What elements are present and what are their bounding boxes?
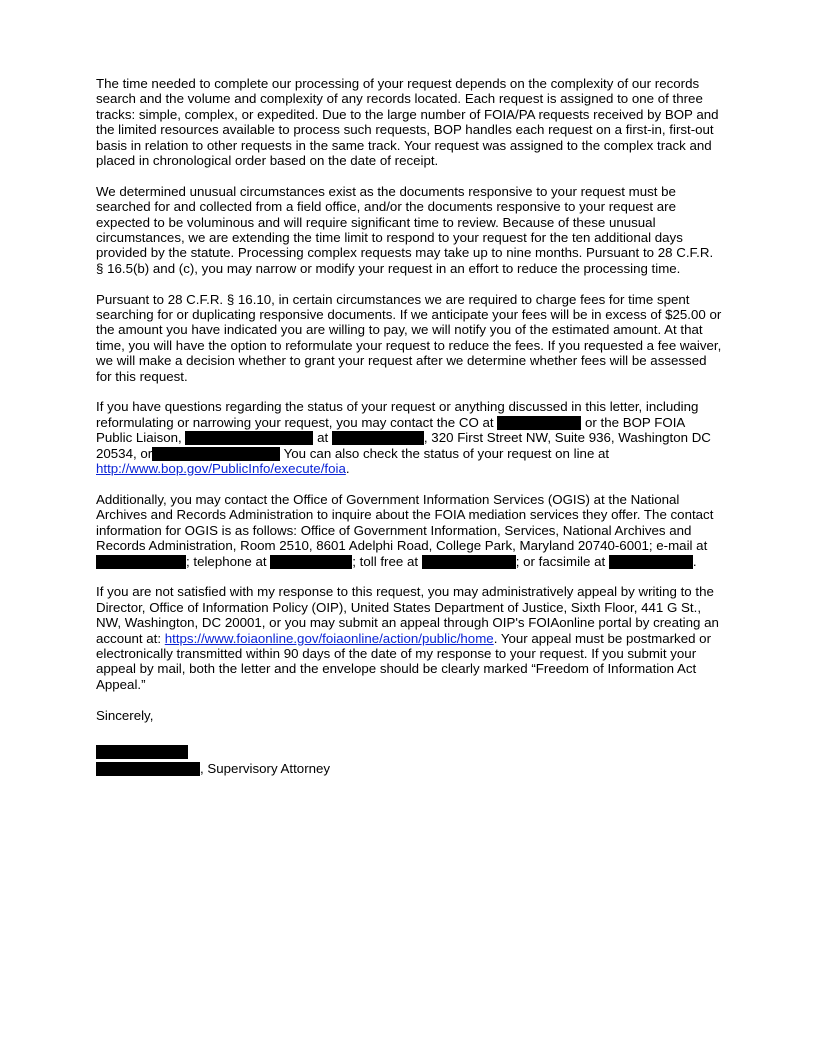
redaction-ogis-telephone — [270, 555, 352, 569]
ogis-text-2: ; telephone at — [186, 553, 271, 569]
paragraph-ogis — [96, 492, 722, 569]
ogis-text-4: ; or facsimile at — [515, 553, 609, 569]
ogis-text-3: ; toll free at — [352, 553, 422, 569]
contact-text-1: If you have questions regarding the status of your request or anything discussed in this letter, including reformulating or narrowing your request, you may contact the CO at — [96, 399, 699, 430]
contact-text-5: You can also check the status of your request on line at — [280, 445, 610, 461]
appeal-text-2: . Your appeal must be postmarked or electronically transmitted within 90 days of the date of my response to your request. If you submit your appeal by mail, both the letter and the envelope should be clearly marked “Freedom of Information Act Appeal.” — [96, 630, 712, 692]
redaction-ogis-email — [96, 555, 186, 569]
contact-text-6: . — [345, 461, 350, 477]
contact-text-2: or the BOP FOIA Public Liaison, — [96, 414, 685, 446]
paragraph-appeal — [96, 584, 722, 692]
paragraph-unusual-circumstances: We determined unusual circumstances exist as the documents responsive to your request must be searched for and collected from a field office, and/or the documents responsive to your request are expected to be voluminous and will require significant time to review. Because of these unusual circumstances, we are extending the time limit to respond to your request for the ten additional days provided by the statute. Processing complex requests may take up to nine months. Pursuant to 28 C.F.R. § 16.5(b) and (c), you may narrow or modify your request in an effort to reduce the processing time. — [96, 183, 714, 276]
signature-block — [96, 745, 722, 776]
letter-body — [96, 76, 722, 776]
closing: Sincerely, — [96, 707, 154, 723]
redaction-liaison-name — [185, 431, 313, 445]
redaction-email — [152, 447, 280, 461]
paragraph-fees: Pursuant to 28 C.F.R. § 16.10, in certain circumstances we are required to charge fees for time spent searching for or duplicating responsive documents. If we anticipate your fees will be in excess of $25.00 or the amount you have indicated you are willing to pay, we will notify you of the estimated amount. At that time, you will have the option to reformulate your request to reduce the fees. If you requested a fee waiver, we will make a decision whether to grant your request after we determine whether fees will be assessed for this request. — [96, 291, 722, 384]
bop-foia-status-link[interactable]: http://www.bop.gov/PublicInfo/execute/foia — [96, 461, 346, 477]
redaction-co-phone — [497, 416, 581, 430]
foiaonline-link[interactable]: https://www.foiaonline.gov/foiaonline/action/public/home — [164, 630, 494, 646]
redaction-signature — [96, 745, 188, 759]
redaction-signer-name — [96, 762, 200, 776]
paragraph-contact — [96, 399, 722, 476]
appeal-text-1: If you are not satisfied with my response to this request, you may administratively appeal by writing to the Director, Office of Information Policy (OIP), United States Department of Justice, Sixth Floor, 441 G St., NW, Washington, DC 20001, or you may submit an appeal through OIP's FOIAonline portal by creating an account at: — [96, 584, 719, 646]
ogis-text-5: . — [692, 553, 697, 569]
contact-text-3: at — [313, 430, 332, 446]
signature-line — [96, 761, 722, 776]
paragraph-processing-time: The time needed to complete our processing of your request depends on the complexity of our records search and the volume and complexity of any records located. Each request is assigned to one of three tracks: simple, complex, or expedited. Due to the large number of FOIA/PA requests received by BOP and the limited resources available to process such requests, BOP handles each request on a first-in, first-out basis in relation to other requests in the same track. Your request was assigned to the complex track and placed in chronological order based on the date of receipt. — [96, 76, 719, 169]
contact-text-4: , 320 First Street NW, Suite 936, Washington DC 20534, or — [96, 430, 711, 461]
redaction-ogis-facsimile — [609, 555, 693, 569]
redaction-ogis-toll-free — [422, 555, 516, 569]
signer-title: , Supervisory Attorney — [200, 760, 331, 776]
redaction-liaison-phone — [332, 431, 424, 445]
ogis-text-1: Additionally, you may contact the Office of Government Information Services (OGIS) at the National Archives and Records Administration to inquire about the FOIA mediation services they offer. The contact information for OGIS is as follows: Office of Government Information, Services, National Archives and Records Administration, Room 2510, 8601 Adelphi Road, College Park, Maryland 20740-6001; e-mail at — [96, 491, 714, 554]
